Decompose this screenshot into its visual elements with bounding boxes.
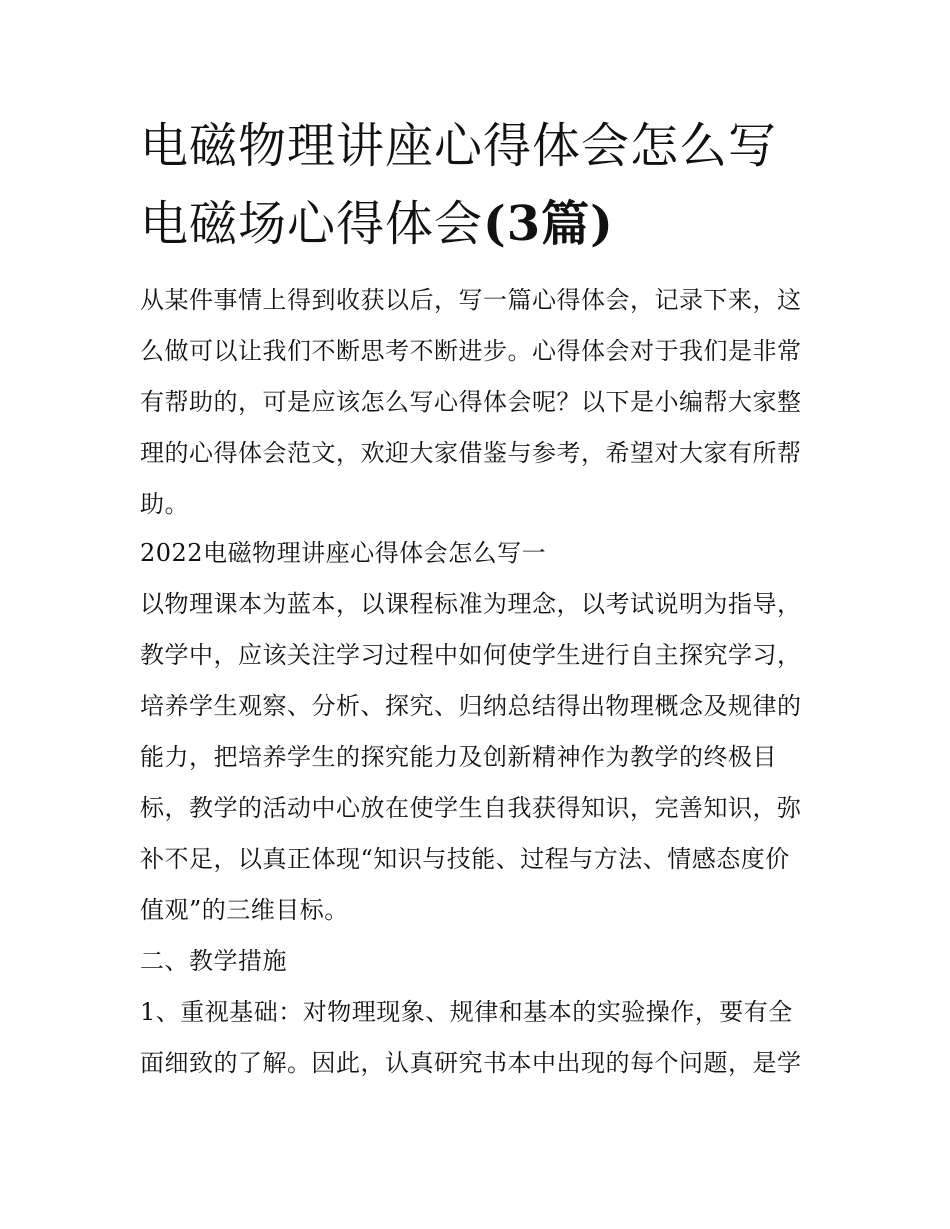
body-line-5: 助。 <box>140 490 189 518</box>
body-line-15: 1、重视基础：对物理现象、规律和基本的实验操作，要有全 <box>140 998 793 1026</box>
section-heading-2: 二、教学措施 <box>140 947 287 975</box>
body-line-4: 理的心得体会范文，欢迎大家借鉴与参考，希望对大家有所帮 <box>140 439 802 467</box>
section-heading-1: 2022电磁物理讲座心得体会怎么写一 <box>140 539 547 567</box>
document-title-line-1: 电磁物理讲座心得体会怎么写 <box>140 118 778 174</box>
body-line-8: 教学中，应该关注学习过程中如何使学生进行自主探究学习， <box>140 641 802 669</box>
document-title-line-2 <box>140 196 820 252</box>
body-line-16: 面细致的了解。因此，认真研究书本中出现的每个问题，是学 <box>140 1049 802 1077</box>
body-line-7: 以物理课本为蓝本，以课程标准为理念，以考试说明为指导， <box>140 590 802 618</box>
body-line-10: 能力，把培养学生的探究能力及创新精神作为教学的终极目 <box>140 743 777 771</box>
body-line-2: 么做可以让我们不断思考不断进步。心得体会对于我们是非常 <box>140 337 802 365</box>
body-line-13: 值观”的三维目标。 <box>140 896 349 924</box>
body-line-1: 从某件事情上得到收获以后，写一篇心得体会，记录下来，这 <box>140 286 802 314</box>
body-line-11: 标，教学的活动中心放在使学生自我获得知识，完善知识，弥 <box>140 794 802 822</box>
body-line-9: 培养学生观察、分析、探究、归纳总结得出物理概念及规律的 <box>140 692 802 720</box>
body-line-12: 补不足，以真正体现“知识与技能、过程与方法、情感态度价 <box>140 845 790 873</box>
document-title-count: (3篇) <box>483 196 614 252</box>
document-title-text: 电磁场心得体会 <box>140 196 484 252</box>
body-line-3: 有帮助的，可是应该怎么写心得体会呢？以下是小编帮大家整 <box>140 388 802 416</box>
